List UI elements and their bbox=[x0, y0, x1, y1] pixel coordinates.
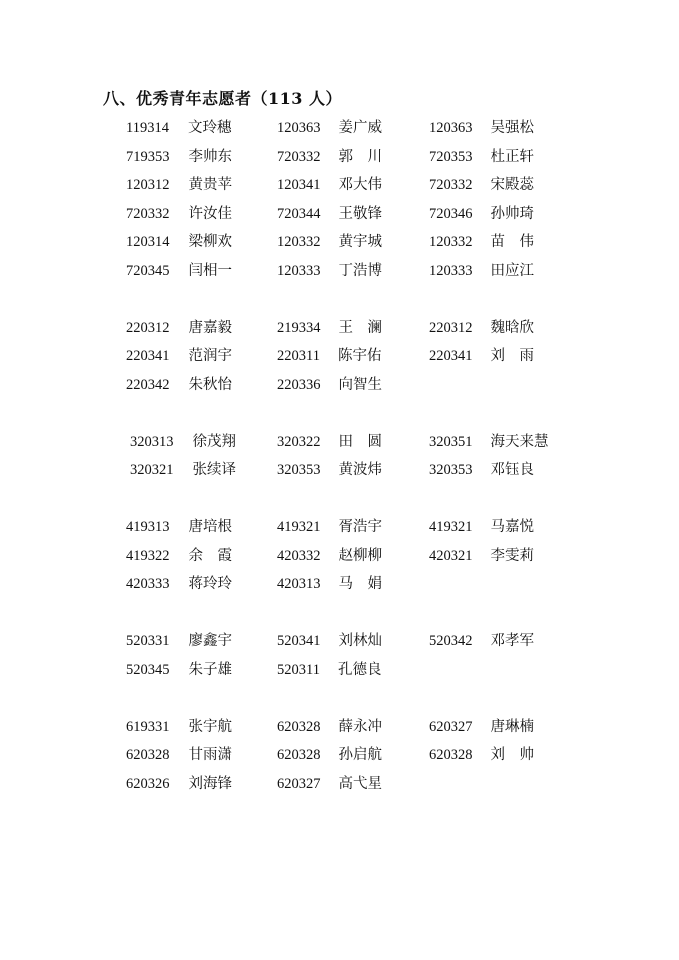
volunteer-name: 黄宇城 bbox=[338, 234, 382, 250]
volunteer-entry bbox=[126, 342, 232, 371]
volunteer-name: 朱子雄 bbox=[188, 661, 232, 678]
volunteer-entry bbox=[429, 513, 534, 542]
class-code: 419321 bbox=[277, 519, 321, 535]
class-code: 119314 bbox=[126, 120, 169, 136]
class-code: 620327 bbox=[277, 775, 321, 792]
volunteer-entry bbox=[429, 228, 534, 257]
volunteer-entry bbox=[126, 171, 232, 200]
class-group bbox=[0, 627, 679, 684]
volunteer-entry bbox=[126, 570, 232, 599]
volunteer-entry bbox=[277, 656, 381, 685]
class-code: 720344 bbox=[277, 205, 321, 222]
class-code: 120312 bbox=[126, 177, 170, 193]
volunteer-name: 姜广威 bbox=[338, 120, 382, 136]
volunteer-entry bbox=[277, 741, 382, 770]
volunteer-name: 高弋星 bbox=[338, 775, 382, 792]
volunteer-name: 张续译 bbox=[192, 462, 236, 478]
volunteer-name: 马 娟 bbox=[338, 576, 382, 592]
volunteer-entry bbox=[277, 114, 382, 143]
list-row bbox=[0, 656, 679, 685]
class-code: 720353 bbox=[429, 148, 473, 165]
volunteer-entry bbox=[126, 200, 232, 229]
volunteer-name: 赵柳柳 bbox=[338, 547, 382, 564]
volunteer-entry bbox=[429, 713, 534, 742]
list-row bbox=[0, 570, 679, 599]
volunteer-name: 刘林灿 bbox=[338, 633, 382, 649]
list-row bbox=[0, 741, 679, 770]
volunteer-name: 胥浩宇 bbox=[338, 519, 382, 535]
volunteer-entry bbox=[126, 371, 232, 400]
volunteer-entry bbox=[126, 228, 232, 257]
class-code: 520342 bbox=[429, 633, 473, 649]
volunteer-name: 丁浩博 bbox=[338, 262, 382, 279]
volunteer-name: 李帅东 bbox=[188, 148, 232, 165]
class-code: 120314 bbox=[126, 234, 170, 250]
class-code: 620328 bbox=[277, 718, 321, 735]
volunteer-name: 闫相一 bbox=[188, 262, 232, 279]
list-row bbox=[0, 513, 679, 542]
class-code: 419313 bbox=[126, 519, 170, 535]
volunteer-name: 邓大伟 bbox=[338, 177, 382, 193]
volunteer-name: 刘海锋 bbox=[188, 775, 232, 792]
class-code: 620326 bbox=[126, 775, 170, 792]
volunteer-entry bbox=[429, 456, 534, 485]
volunteer-name: 黄波炜 bbox=[338, 462, 382, 478]
volunteer-entry bbox=[126, 314, 232, 343]
volunteer-name: 苗 伟 bbox=[490, 234, 534, 250]
volunteer-name: 徐茂翔 bbox=[192, 433, 236, 450]
volunteer-name: 孔德良 bbox=[337, 661, 382, 678]
volunteer-name: 王 澜 bbox=[338, 319, 382, 336]
list-row bbox=[0, 456, 679, 485]
class-group bbox=[0, 428, 679, 485]
class-code: 620328 bbox=[277, 747, 321, 763]
class-group bbox=[0, 713, 679, 799]
volunteer-entry bbox=[429, 143, 534, 172]
volunteer-entry bbox=[277, 513, 382, 542]
class-code: 520331 bbox=[126, 633, 170, 649]
volunteer-entry bbox=[429, 542, 534, 571]
volunteer-entry bbox=[126, 741, 232, 770]
class-code: 320353 bbox=[429, 462, 473, 478]
volunteer-name: 范润宇 bbox=[188, 348, 232, 364]
volunteer-name: 孙帅琦 bbox=[490, 205, 534, 222]
list-row bbox=[0, 114, 679, 143]
volunteer-entry bbox=[130, 428, 236, 457]
class-code: 320353 bbox=[277, 462, 321, 478]
volunteer-entry bbox=[277, 428, 382, 457]
volunteer-name: 唐琳楠 bbox=[490, 718, 534, 735]
class-code: 320322 bbox=[277, 433, 321, 450]
class-code: 120363 bbox=[277, 120, 321, 136]
volunteer-name: 向智生 bbox=[338, 376, 382, 393]
volunteer-name: 王敬锋 bbox=[338, 205, 382, 222]
volunteer-name: 蒋玲玲 bbox=[188, 576, 232, 592]
list-row bbox=[0, 713, 679, 742]
volunteer-name: 郭 川 bbox=[338, 148, 382, 165]
class-code: 520311 bbox=[277, 661, 320, 678]
volunteer-entry bbox=[277, 200, 382, 229]
class-code: 620328 bbox=[126, 747, 170, 763]
volunteer-name: 许汝佳 bbox=[188, 205, 232, 222]
list-row bbox=[0, 200, 679, 229]
volunteer-name: 宋殿蕊 bbox=[490, 177, 534, 193]
volunteer-entry bbox=[277, 342, 381, 371]
volunteer-entry bbox=[429, 314, 534, 343]
volunteer-name: 朱秋怡 bbox=[188, 376, 232, 393]
class-code: 220341 bbox=[126, 348, 170, 364]
volunteer-name: 薛永冲 bbox=[338, 718, 382, 735]
class-group bbox=[0, 114, 679, 285]
volunteer-entry bbox=[277, 314, 382, 343]
volunteer-entry bbox=[277, 713, 382, 742]
volunteer-entry bbox=[277, 770, 382, 799]
list-row bbox=[0, 314, 679, 343]
volunteer-entry bbox=[277, 143, 382, 172]
class-code: 320351 bbox=[429, 433, 473, 450]
volunteer-name: 李雯莉 bbox=[490, 547, 534, 564]
volunteer-entry bbox=[126, 542, 232, 571]
volunteer-name: 田 圆 bbox=[338, 433, 382, 450]
list-row bbox=[0, 171, 679, 200]
class-code: 220336 bbox=[277, 376, 321, 393]
class-code: 620327 bbox=[429, 718, 473, 735]
volunteer-name: 唐培根 bbox=[188, 519, 232, 535]
class-code: 420333 bbox=[126, 576, 170, 592]
class-code: 720346 bbox=[429, 205, 473, 222]
volunteer-name: 陈宇佑 bbox=[337, 348, 382, 364]
volunteer-entry bbox=[277, 570, 382, 599]
volunteer-entry bbox=[429, 342, 534, 371]
list-row bbox=[0, 143, 679, 172]
volunteer-entry bbox=[277, 371, 382, 400]
volunteer-name: 廖鑫宇 bbox=[188, 633, 232, 649]
class-code: 220341 bbox=[429, 348, 473, 364]
class-group bbox=[0, 314, 679, 400]
class-code: 120363 bbox=[429, 120, 473, 136]
class-code: 120332 bbox=[277, 234, 321, 250]
class-code: 719353 bbox=[126, 148, 170, 165]
volunteer-entry bbox=[126, 114, 231, 143]
volunteer-entry bbox=[429, 627, 534, 656]
list-row bbox=[0, 770, 679, 799]
class-code: 720345 bbox=[126, 262, 170, 279]
volunteer-entry bbox=[126, 257, 232, 286]
class-code: 420313 bbox=[277, 576, 321, 592]
volunteer-name: 田应江 bbox=[490, 262, 534, 279]
class-code: 419321 bbox=[429, 519, 473, 535]
class-code: 120332 bbox=[429, 234, 473, 250]
class-code: 520341 bbox=[277, 633, 321, 649]
class-code: 320321 bbox=[130, 462, 174, 478]
volunteer-entry bbox=[126, 770, 232, 799]
class-code: 419322 bbox=[126, 547, 170, 564]
volunteer-name: 吴强松 bbox=[490, 120, 534, 136]
list-row bbox=[0, 627, 679, 656]
volunteer-entry bbox=[126, 513, 232, 542]
class-code: 720332 bbox=[277, 148, 321, 165]
volunteer-entry bbox=[429, 257, 534, 286]
volunteer-name: 邓钰良 bbox=[490, 462, 534, 478]
volunteer-name: 杜正轩 bbox=[490, 148, 534, 165]
volunteer-entry bbox=[126, 143, 232, 172]
class-code: 720332 bbox=[429, 177, 473, 193]
class-code: 320313 bbox=[130, 433, 174, 450]
volunteer-list bbox=[0, 114, 679, 827]
volunteer-entry bbox=[126, 627, 232, 656]
volunteer-name: 海天来慧 bbox=[490, 433, 549, 450]
class-code: 220312 bbox=[126, 319, 170, 336]
volunteer-entry bbox=[277, 542, 382, 571]
class-code: 420321 bbox=[429, 547, 473, 564]
class-code: 420332 bbox=[277, 547, 321, 564]
volunteer-name: 刘 帅 bbox=[490, 747, 534, 763]
class-group bbox=[0, 513, 679, 599]
volunteer-entry bbox=[126, 656, 232, 685]
volunteer-name: 黄贵苹 bbox=[188, 177, 232, 193]
volunteer-entry bbox=[429, 741, 534, 770]
volunteer-name: 邓孝军 bbox=[490, 633, 534, 649]
list-row bbox=[0, 342, 679, 371]
volunteer-entry bbox=[130, 456, 236, 485]
class-code: 620328 bbox=[429, 747, 473, 763]
class-code: 720332 bbox=[126, 205, 170, 222]
volunteer-entry bbox=[429, 428, 549, 457]
class-code: 520345 bbox=[126, 661, 170, 678]
volunteer-name: 甘雨潇 bbox=[188, 747, 232, 763]
list-row bbox=[0, 371, 679, 400]
volunteer-entry bbox=[277, 228, 382, 257]
volunteer-name: 孙启航 bbox=[338, 747, 382, 763]
volunteer-entry bbox=[277, 257, 382, 286]
list-row bbox=[0, 257, 679, 286]
volunteer-entry bbox=[429, 114, 534, 143]
volunteer-name: 唐嘉毅 bbox=[188, 319, 232, 336]
volunteer-name: 文玲穗 bbox=[187, 120, 232, 136]
class-code: 120333 bbox=[429, 262, 473, 279]
volunteer-name: 魏晗欣 bbox=[490, 319, 534, 336]
volunteer-name: 张宇航 bbox=[188, 718, 232, 735]
list-row bbox=[0, 428, 679, 457]
volunteer-entry bbox=[429, 200, 534, 229]
list-row bbox=[0, 228, 679, 257]
class-code: 619331 bbox=[126, 718, 170, 735]
volunteer-name: 马嘉悦 bbox=[490, 519, 534, 535]
class-code: 120341 bbox=[277, 177, 321, 193]
volunteer-entry bbox=[126, 713, 232, 742]
class-code: 219334 bbox=[277, 319, 321, 336]
volunteer-entry bbox=[429, 171, 534, 200]
volunteer-entry bbox=[277, 627, 382, 656]
volunteer-entry bbox=[277, 456, 382, 485]
class-code: 120333 bbox=[277, 262, 321, 279]
volunteer-name: 余 霞 bbox=[188, 547, 232, 564]
section-title: 八、优秀青年志愿者（113 人） bbox=[103, 89, 342, 108]
volunteer-name: 刘 雨 bbox=[490, 348, 534, 364]
list-row bbox=[0, 542, 679, 571]
volunteer-name: 梁柳欢 bbox=[188, 234, 232, 250]
class-code: 220342 bbox=[126, 376, 170, 393]
class-code: 220312 bbox=[429, 319, 473, 336]
class-code: 220311 bbox=[277, 348, 320, 364]
volunteer-entry bbox=[277, 171, 382, 200]
